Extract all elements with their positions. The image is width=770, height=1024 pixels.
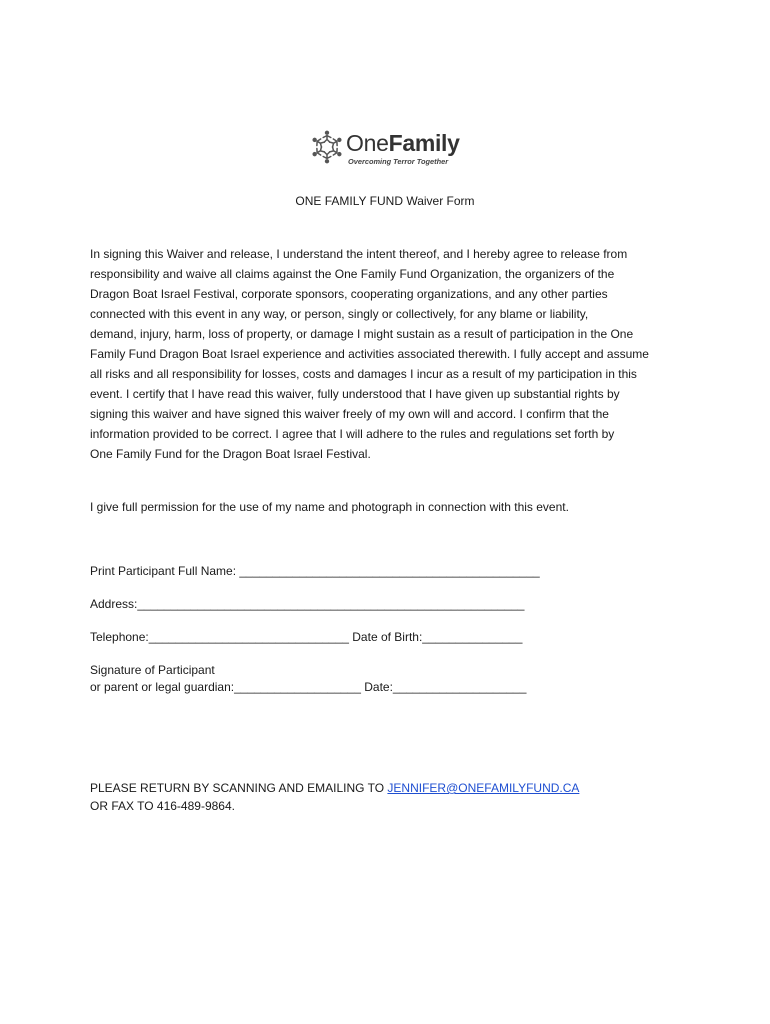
form-title: ONE FAMILY FUND Waiver Form [295, 194, 475, 208]
waiver-line: One Family Fund for the Dragon Boat Israel Festival. [90, 447, 371, 461]
waiver-line: responsibility and waive all claims against the One Family Fund Organization, the organizers of the [90, 267, 615, 281]
return-text: PLEASE RETURN BY SCANNING AND EMAILING TO [90, 781, 388, 795]
logo-tagline: Overcoming Terror Together [348, 157, 449, 166]
waiver-line: signing this waiver and have signed this waiver freely of my own will and accord. I confirm that the [90, 407, 609, 421]
signature-label: Signature of Participant [90, 663, 215, 677]
telephone-dob-field[interactable]: Telephone:______________________________ Date of Birth:_______________ [90, 630, 523, 644]
waiver-line: Family Fund Dragon Boat Israel experience and activities associated therewith. I fully accept and assume [90, 347, 649, 361]
logo-wordmark [346, 130, 460, 156]
address-field[interactable]: Address:__________________________________________________________ [90, 597, 525, 611]
participant-name-field[interactable]: Print Participant Full Name: _____________________________________________ [90, 564, 540, 578]
waiver-line: event. I certify that I have read this waiver, fully understood that I have given up substantial rights by [90, 387, 620, 401]
signature-date-field[interactable]: or parent or legal guardian:___________________ Date:____________________ [90, 680, 527, 694]
logo-word-light: One [346, 130, 389, 156]
return-instructions [90, 780, 579, 797]
waiver-line: information provided to be correct. I agree that I will adhere to the rules and regulations set forth by [90, 427, 615, 441]
waiver-line: In signing this Waiver and release, I understand the intent thereof, and I hereby agree to release from [90, 247, 628, 261]
circle-of-people-icon [308, 128, 346, 166]
onefamily-logo [308, 126, 468, 172]
waiver-line: connected with this event in any way, or person, singly or collectively, for any blame or liability, [90, 307, 589, 321]
waiver-line: Dragon Boat Israel Festival, corporate sponsors, cooperating organizations, and any other parties [90, 287, 608, 301]
waiver-paragraph [90, 244, 680, 464]
logo-word-bold: Family [388, 130, 460, 156]
email-link[interactable]: JENNIFER@ONEFAMILYFUND.CA [387, 781, 580, 795]
fax-line: OR FAX TO 416-489-9864. [90, 799, 235, 813]
waiver-line: demand, injury, harm, loss of property, or damage I might sustain as a result of participation in the One [90, 327, 634, 341]
permission-statement [90, 497, 680, 517]
waiver-line: all risks and all responsibility for losses, costs and damages I incur as a result of my participation in this [90, 367, 637, 381]
permission-text: I give full permission for the use of my name and photograph in connection with this event. [90, 500, 569, 514]
